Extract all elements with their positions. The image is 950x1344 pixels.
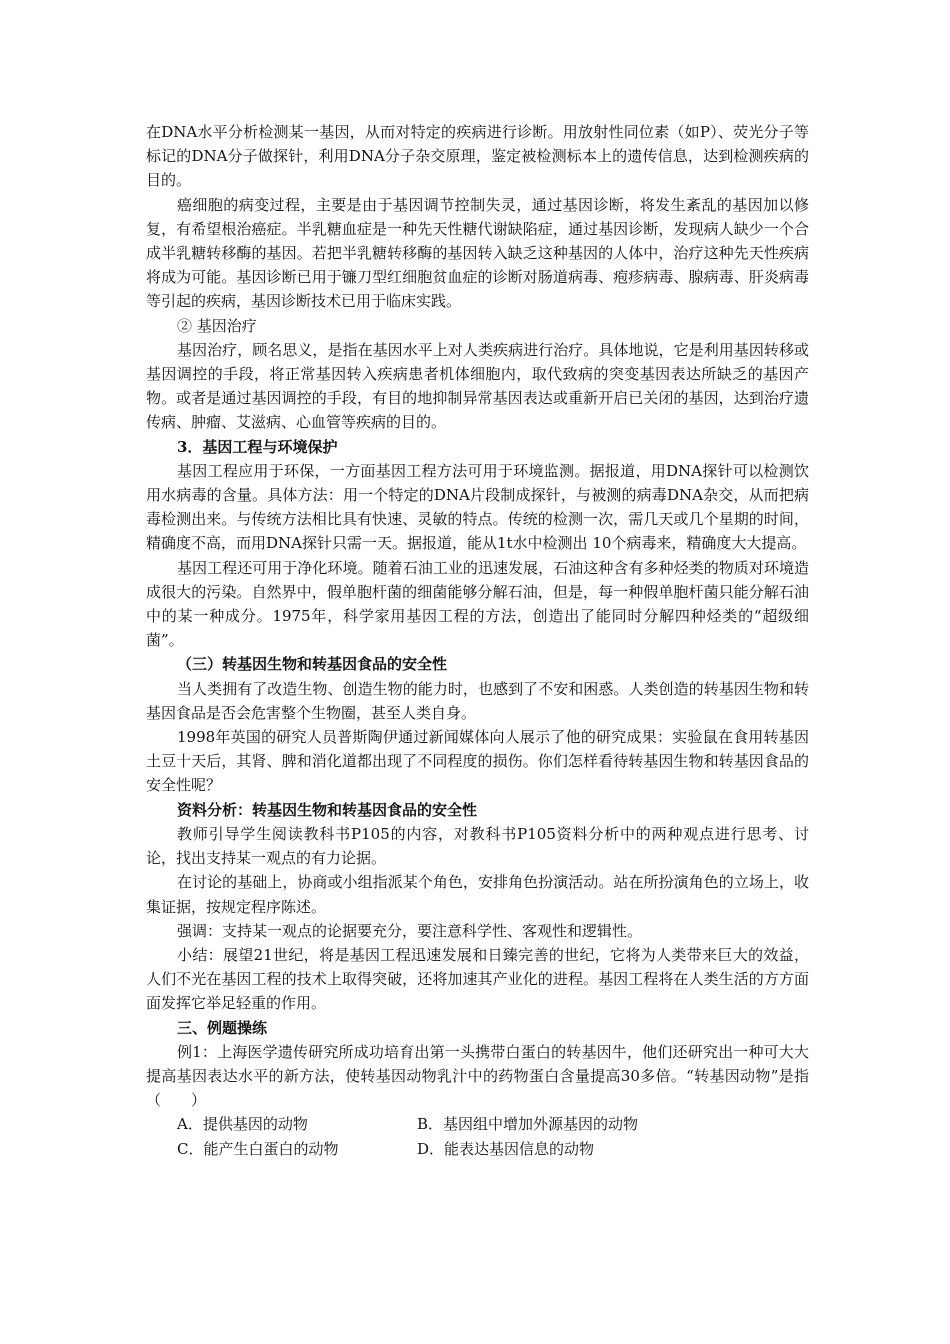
heading-examples: 三、例题操练 (177, 1018, 268, 1037)
option-c: C．能产生白蛋白的动物 (177, 1139, 339, 1158)
heading-data-analysis: 资料分析：转基因生物和转基因食品的安全性 (177, 800, 478, 819)
paragraph-example-1: 例1：上海医学遗传研究所成功培育出第一头携带白蛋白的转基因牛，他们还研究出一种可大大提高基因表达水平的新方法，使转基因动物乳汁中的药物蛋白含量提高30多倍。“转基因动物”是指（ ） (146, 1042, 809, 1110)
option-b: B．基因组中增加外源基因的动物 (417, 1115, 639, 1134)
paragraph-safety-intro: 当人类拥有了改造生物、创造生物的能力时，也感到了不安和困惑。人类创造的转基因生物和转基因食品是否会危害整个生物圈，甚至人类自身。 (146, 679, 809, 722)
heading-safety: （三）转基因生物和转基因食品的安全性 (177, 655, 448, 674)
answer-options (146, 1112, 809, 1160)
paragraph-cancer-diagnosis: 癌细胞的病变过程，主要是由于基因调节控制失灵，通过基因诊断，将发生紊乱的基因加以修复，有希望根治癌症。半乳糖血症是一种先天性糖代谢缺陷症，通过基因诊断，发现病人缺少一个合成半乳糖转移酶的基因。若把半乳糖转移酶的基因转入缺乏这种基因的人体中，治疗这种先天性疾病将成为可能。基因诊断已用于镰刀型红细胞贫血症的诊断对肠道病毒、疱疹病毒、腺病毒、肝炎病毒等引起的疾病，基因诊断技术已用于临床实践。 (146, 195, 809, 311)
subheading-gene-therapy: ② 基因治疗 (177, 316, 257, 335)
document-page (146, 120, 809, 1161)
paragraph-role-play: 在讨论的基础上，协商或小组指派某个角色，安排角色扮演活动。站在所扮演角色的立场上，收集证据，按规定程序陈述。 (146, 873, 809, 916)
paragraph-dna-detection: 在DNA水平分析检测某一基因，从而对特定的疾病进行诊断。用放射性同位素（如P）、荧光分子等标记的DNA分子做探针，利用DNA分子杂交原理，鉴定被检测标本上的遗传信息，达到检测疾病的目的。 (146, 123, 809, 190)
paragraph-emphasis: 强调：支持某一观点的论据要充分，要注意科学性、客观性和逻辑性。 (177, 921, 643, 940)
paragraph-gene-therapy: 基因治疗，顾名思义，是指在基因水平上对人类疾病进行治疗。具体地说，它是利用基因转移或基因调控的手段，将正常基因转入疾病患者机体细胞内，取代致病的突变基因表达所缺乏的基因产物。或者是通过基因调控的手段，有目的地抑制异常基因表达或重新开启已关闭的基因，达到治疗遗传病、肿瘤、艾滋病、心血管等疾病的目的。 (146, 340, 809, 432)
option-a: A．提供基因的动物 (177, 1115, 308, 1134)
option-d: D．能表达基因信息的动物 (417, 1139, 595, 1158)
paragraph-env-cleanup: 基因工程还可用于净化环境。随着石油工业的迅速发展，石油这种含有多种烃类的物质对环境造成很大的污染。自然界中，假单胞杆菌的细菌能够分解石油，但是，每一种假单胞杆菌只能分解石油中的某一种成分。1975年，科学家用基因工程的方法，创造出了能同时分解四种烃类的“超级细菌”。 (146, 558, 809, 650)
heading-environment: 3．基因工程与环境保护 (177, 437, 338, 456)
paragraph-env-monitoring: 基因工程应用于环保，一方面基因工程方法可用于环境监测。据报道，用DNA探针可以检测饮用水病毒的含量。具体方法：用一个特定的DNA片段制成探针，与被测的病毒DNA杂交，从而把病毒检测出来。与传统方法相比具有快速、灵敏的特点。传统的检测一次，需几天或几个星期的时间，精确度不高，而用DNA探针只需一天。据报道，能从1t水中检测出 10个病毒来，精确度大大提高。 (146, 461, 809, 553)
paragraph-summary: 小结：展望21世纪，将是基因工程迅速发展和日臻完善的世纪，它将为人类带来巨大的效益，人们不光在基因工程的技术上取得突破，还将加速其产业化的进程。基因工程将在人类生活的方方面面发挥它举足轻重的作用。 (146, 945, 809, 1013)
paragraph-1998-study: 1998年英国的研究人员普斯陶伊通过新闻媒体向人展示了他的研究成果：实验鼠在食用转基因土豆十天后，其肾、脾和消化道都出现了不同程度的损伤。你们怎样看待转基因生物和转基因食品的安全性呢？ (146, 728, 809, 795)
paragraph-teacher-guide: 教师引导学生阅读教科书P105的内容，对教科书P105资料分析中的两种观点进行思考、讨论，找出支持某一观点的有力论据。 (146, 824, 809, 868)
